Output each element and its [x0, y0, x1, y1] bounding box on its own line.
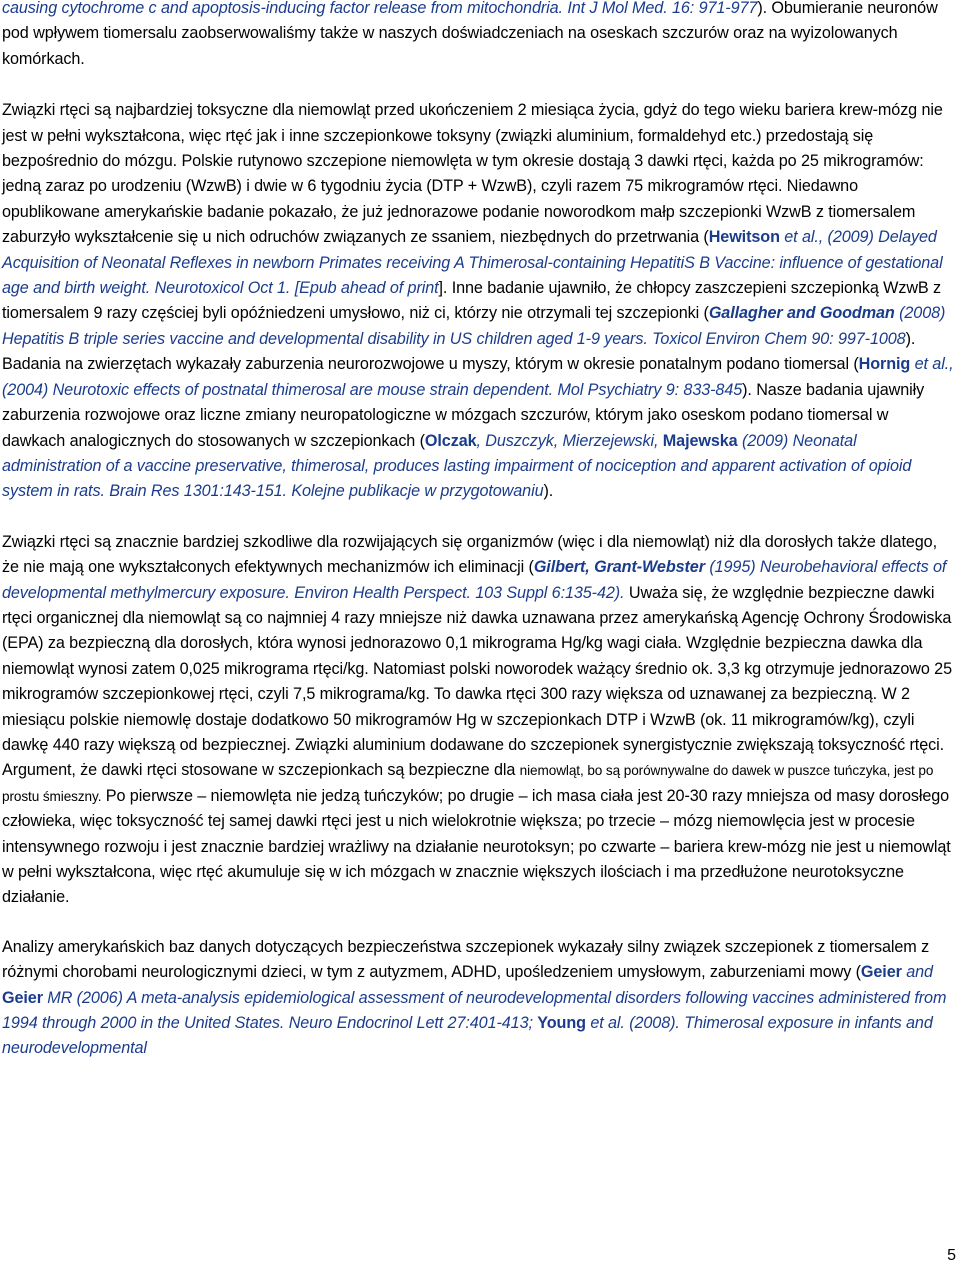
reference-author: Geier — [860, 963, 902, 982]
document-page — [2, 0, 954, 1062]
body-text: ). Nasze badania ujawniły zaburzenia rozwojowe oraz liczne zmiany neuropatologiczne w mózgach szczurów, którym jako oseskom podano tiomersal w dawkach analogicznych do stosowanych w szczepionkach ( — [2, 380, 925, 450]
reference-citation: et al., (2009) Delayed Acquisition of Neonatal Reflexes in newborn Primates receiving A Thimerosal-containing HepatitiS B Vaccine: influence of gestational age and birth weight. Neurotoxicol Oct 1. [Epub ahead of print — [2, 228, 943, 298]
reference-author: Hewitson — [708, 228, 780, 247]
body-text: ]. Inne badanie ujawniło, że chłopcy zaszczepieni szczepionką WzwB z tiomersalem 9 razy częściej byli opóźniedzeni umysłowo, niż ci, którzy nie otrzymali tej szczepionki ( — [2, 279, 941, 323]
reference-author: Gilbert, Grant-Webster — [533, 558, 705, 577]
body-text-small: niemowląt, bo są porównywalne do dawek w puszce tuńczyka, jest po prostu śmieszny. — [2, 763, 934, 804]
paragraph-2 — [2, 98, 954, 505]
reference-citation: (2009) Neonatal administration of a vaccine preservative, thimerosal, produces lasting impairment of nociception and apparent activation of opioid system in rats. Brain Res 1301:143-151. Kolejne publikacje w przygotowaniu — [2, 431, 912, 501]
body-text: ). — [543, 482, 554, 501]
paragraph-4 — [2, 935, 954, 1062]
paragraph-3 — [2, 530, 954, 911]
reference-citation: MR (2006) A meta-analysis epidemiological assessment of neurodevelopmental disorders following vaccines administered from 1994 through 2000 in the United States. Neuro Endocrinol Lett 27:401-413; — [2, 988, 947, 1033]
reference-author: Olczak — [424, 431, 477, 450]
reference-citation: , Duszczyk, Mierzejewski, — [476, 431, 663, 450]
paragraph-1 — [2, 0, 954, 72]
body-text: ). Obumieranie neuronów pod wpływem tiomersalu zaobserwowaliśmy także w naszych doświadczeniach na oseskach szczurów oraz na wyizolowanych komórkach. — [2, 0, 938, 68]
body-text: Po pierwsze – niemowlęta nie jedzą tuńczyków; po drugie – ich masa ciała jest 20-30 razy mniejsza od masy dorosłego człowieka, więc toksyczność tej samej dawki rtęci jest u nich wielokrotnie większa; po trzecie – mózg niemowlęcia jest w procesie intensywnego rozwoju i jest znacznie bardziej wrażliwy na działanie neurotoksyn; po czwarte – bariera krew-mózg nie jest u niemowląt w pełni wykształcona, więc rtęć akumuluje się w ich mózgach w znacznie większych ilościach i ma przedłużone neurotoksyczne działanie. — [2, 786, 951, 907]
reference-citation: et al., (2004) Neurotoxic effects of postnatal thimerosal are mouse strain dependent. Mol Psychiatry 9: 833-845 — [2, 355, 954, 399]
body-text: Analizy amerykańskich baz danych dotyczących bezpieczeństwa szczepionek wykazały silny związek szczepionek z tiomersalem z różnymi chorobami neurologicznymi dzieci, w tym z autyzmem, ADHD, upośledzeniem umysłowym, zaburzeniami mowy ( — [2, 937, 930, 982]
reference-citation: (2008) Hepatitis B triple series vaccine and developmental disability in US children aged 1-9 years. Toxicol Environ Chem 90: 997-1008 — [2, 304, 946, 348]
reference-author: Gallagher and Goodman — [708, 304, 895, 323]
body-text: Związki rtęci są najbardziej toksyczne dla niemowląt przed ukończeniem 2 miesiąca życia, gdyż do tego wieku bariera krew-mózg nie jest w pełni wykształcona, więc rtęć jak i inne szczepionkowe toksyny (związki aluminium, formaldehyd etc.) przedostają się bezpośrednio do mózgu. Polskie rutynowo szczepione niemowlęta w tym okresie dostają 3 dawki rtęci, każda po 25 mikrogramów: jedną zaraz po urodzeniu (WzwB) i dwie w 6 tygodniu życia (DTP + WzwB), czyli razem 75 mikrogramów rtęci. Niedawno opublikowane amerykańskie badanie pokazało, że już jednorazowe podanie noworodkom małp szczepionki WzwB z tiomersalem zaburzyło wykształcenie się u nich odruchów związanych ze ssaniem, niezbędnych do przetrwania ( — [2, 101, 943, 247]
reference-author: Young — [537, 1014, 586, 1033]
reference-author: Hornig — [858, 355, 911, 374]
body-text: Związki rtęci są znacznie bardziej szkodliwe dla rozwijających się organizmów (więc i dla niemowląt) niż dla dorosłych także dlatego, że nie mają one wykształconych efektywnych mechanizmów ich eliminacji ( — [2, 532, 937, 577]
reference-author: Geier — [2, 988, 43, 1007]
reference-citation: (1995) Neurobehavioral effects of developmental methylmercury exposure. Environ Health Perspect. 103 Suppl 6:135-42). — [2, 558, 947, 602]
reference-author: Majewska — [662, 431, 738, 450]
reference-citation: causing cytochrome c and apoptosis-inducing factor release from mitochondria. Int J Mol Med. 16: 971-977 — [2, 0, 758, 17]
body-text: ). Badania na zwierzętach wykazały zaburzenia neurorozwojowe u myszy, którym w okresie ponatalnym podano tiomersal ( — [2, 329, 916, 374]
page-number: 5 — [947, 1247, 956, 1264]
reference-citation: et al. (2008). Thimerosal exposure in infants and neurodevelopmental — [2, 1014, 933, 1058]
reference-citation: and — [901, 963, 933, 982]
body-text: Uważa się, że względnie bezpieczne dawki rtęci organicznej dla niemowląt są co najmniej 4 razy mniejsze niż dawka uznawana przez amerykańską Agencję Ochrony Środowiska (EPA) za bezpieczną dla dorosłych, która wynosi jednorazowo 0,1 mikrograma Hg/kg wagi ciała. Względnie bezpieczna dawka dla niemowląt wynosi zatem 0,025 mikrograma rtęci/kg. Natomiast polski noworodek ważący średnio ok. 3,3 kg otrzymuje jednorazowo 25 mikrogramów szczepionkowej rtęci, czyli 7,5 mikrograma/kg. To dawka rtęci 300 razy większa od uznawanej za bezpieczną. W 2 miesiącu polskie niemowlę dostaje dodatkowo 50 mikrogramów Hg w szczepionkach DTP i WzwB (ok. 11 mikrogramów/kg), czyli dawkę 440 razy większą od bezpiecznej. Związki aluminium dodawane do szczepionek synergistycznie zwiększają toksyczność rtęci. Argument, że dawki rtęci stosowane w szczepionkach są bezpieczne dla — [2, 583, 952, 780]
